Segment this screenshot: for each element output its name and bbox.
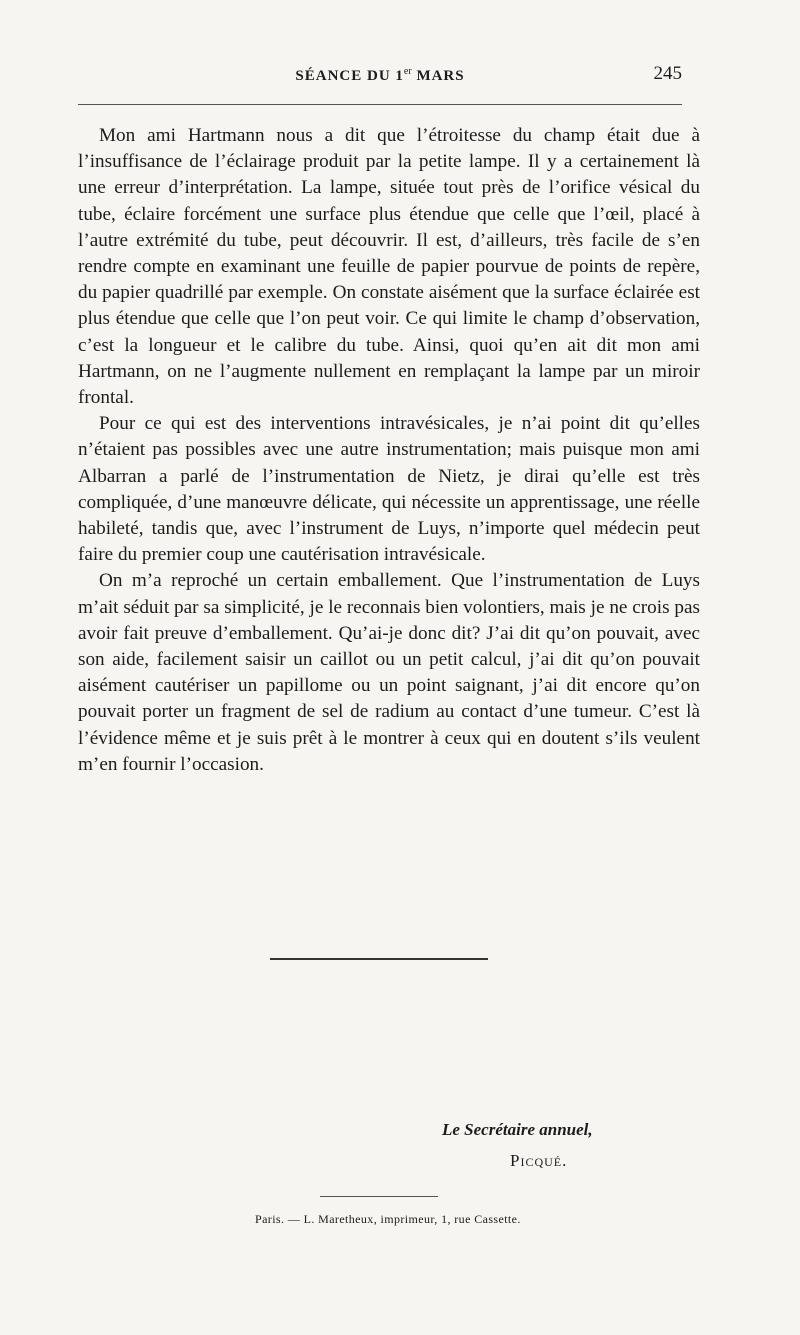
header-rule <box>78 104 682 105</box>
section-end-rule <box>270 958 488 960</box>
body-text <box>78 123 700 778</box>
printer-imprint: Paris. — L. Maretheux, imprimeur, 1, rue Cassette. <box>255 1212 521 1226</box>
running-head <box>78 63 682 90</box>
imprint-rule <box>320 1196 438 1197</box>
paragraph-2: Pour ce qui est des interventions intravésicales, je n’ai point dit qu’elles n’étaient pas possibles avec une autre instrumentation; mais puisque mon ami Albarran a parlé de l’instrumentation de Nietz, je dirai qu’elle est très compliquée, d’une manœuvre délicate, qui nécessite un apprentissage, une réelle habileté, tandis que, avec l’instrument de Luys, n’importe quel médecin peut faire du premier coup une cautérisation intravésicale. <box>78 413 700 566</box>
signature-name: Picqué. <box>510 1151 568 1170</box>
signature-role: Le Secrétaire annuel, <box>442 1120 593 1139</box>
running-head-title-suffix: MARS <box>411 68 465 84</box>
running-head-title <box>78 66 682 85</box>
running-head-title-superscript: er <box>403 66 412 77</box>
page-number: 245 <box>653 63 682 84</box>
paragraph-3: On m’a reproché un certain emballement. Que l’instrumentation de Luys m’ait séduit par sa simplicité, je le reconnais bien volontiers, mais je ne crois pas avoir fait preuve d’emballement. Qu’ai-je donc dit? J’ai dit qu’on pouvait, avec son aide, facilement saisir un caillot ou un petit calcul, j’ai dit qu’on pouvait aisément cautériser un papillome ou un point saignant, j’ai dit encore qu’on pouvait porter un fragment de sel de radium au contact d’une tumeur. C’est là l’évidence même et je suis prêt à le montrer à ceux qui en doutent s’ils veulent m’en fournir l’occasion. <box>78 570 700 775</box>
paragraph-1: Mon ami Hartmann nous a dit que l’étroitesse du champ était due à l’insuffisance de l’éclairage produit par la petite lampe. Il y a certainement là une erreur d’interprétation. La lampe, située tout près de l’orifice vésical du tube, éclaire forcément une surface plus étendue que celle que l’œil, placé à l’autre extrémité du tube, peut découvrir. Il est, d’ailleurs, très facile de s’en rendre compte en examinant une feuille de papier pourvue de points de repère, du papier quadrillé par exemple. On constate aisément que la surface éclairée est plus étendue que celle que l’on peut voir. Ce qui limite le champ d’observation, c’est la longueur et le calibre du tube. Ainsi, quoi qu’en ait dit mon ami Hartmann, on ne l’augmente nullement en remplaçant la lampe par un miroir frontal. <box>78 125 700 409</box>
running-head-title-prefix: SÉANCE DU 1 <box>295 68 404 84</box>
